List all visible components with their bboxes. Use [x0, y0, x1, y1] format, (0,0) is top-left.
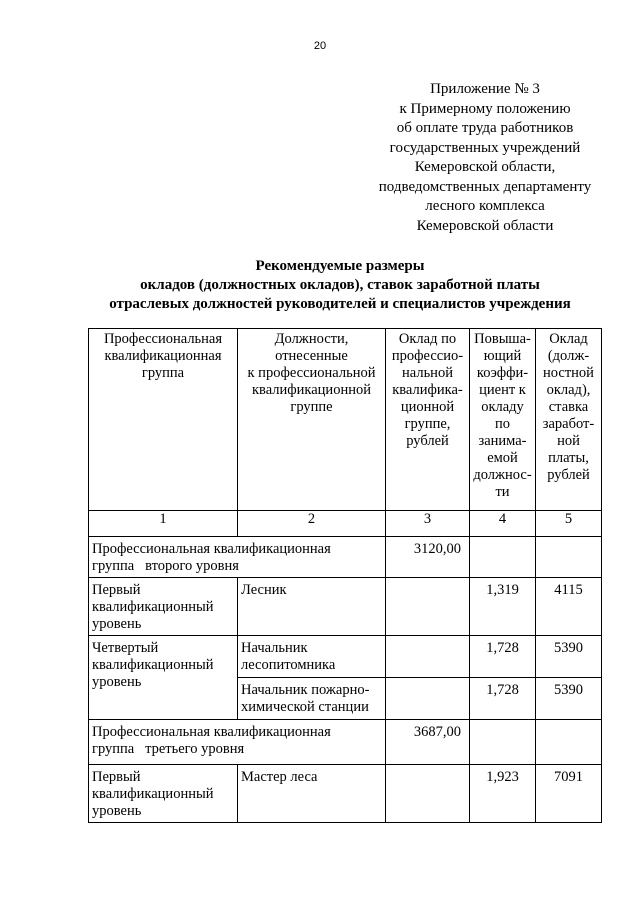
- position-name: Начальник лесопитомника: [238, 636, 386, 678]
- header-coefficient: Повыша- ющий коэффи- циент к окладу по занима- емой должнос- ти: [470, 329, 536, 511]
- total-salary-value: 5390: [536, 678, 602, 720]
- coefficient-value: 1,319: [470, 578, 536, 636]
- title-line: окладов (должностных окладов), ставок заработной платы: [140, 277, 540, 293]
- appendix-line: об оплате труда работников: [396, 120, 574, 136]
- qualification-level: Первый квалификационный уровень: [89, 765, 238, 823]
- group-name: Профессиональная квалификационная группа второго уровня: [89, 537, 386, 578]
- appendix-line: Приложение № 3: [430, 81, 540, 97]
- column-number: 4: [470, 511, 536, 537]
- total-salary-value: 5390: [536, 636, 602, 678]
- qualification-level: Первый квалификационный уровень: [89, 578, 238, 636]
- document-title: [60, 257, 620, 314]
- position-name: Мастер леса: [238, 765, 386, 823]
- appendix-heading: [360, 80, 610, 236]
- appendix-line: государственных учреждений: [389, 139, 581, 156]
- table-header-row: [89, 329, 602, 511]
- title-line: отраслевых должностей руководителей и специалистов учреждения: [109, 296, 571, 312]
- table-row: [89, 636, 602, 678]
- appendix-line: к Примерному положению: [399, 100, 571, 117]
- group-salary: 3687,00: [386, 720, 470, 765]
- empty-cell: [386, 636, 470, 678]
- salary-table: [88, 328, 602, 823]
- empty-cell: [386, 765, 470, 823]
- empty-cell: [536, 720, 602, 765]
- empty-cell: [470, 720, 536, 765]
- column-number-row: [89, 511, 602, 537]
- total-salary-value: 7091: [536, 765, 602, 823]
- coefficient-value: 1,923: [470, 765, 536, 823]
- group-row-third-level: [89, 720, 602, 765]
- appendix-line: Кемеровской области,: [414, 159, 556, 175]
- column-number: 2: [238, 511, 386, 537]
- group-salary: 3120,00: [386, 537, 470, 578]
- title-line: Рекомендуемые размеры: [255, 258, 425, 274]
- position-name: Начальник пожарно- химической станции: [238, 678, 386, 720]
- header-positions: Должности, отнесенные к профессиональной квалификационной группе: [238, 329, 386, 511]
- column-number: 5: [536, 511, 602, 537]
- group-row-second-level: [89, 537, 602, 578]
- table-row: [89, 765, 602, 823]
- appendix-line: лесного комплекса: [425, 198, 545, 214]
- table-row: [89, 578, 602, 636]
- appendix-line: подведомственных департаменту: [378, 178, 592, 195]
- empty-cell: [386, 578, 470, 636]
- qualification-level: Четвертый квалификационный уровень: [89, 636, 238, 720]
- column-number: 1: [89, 511, 238, 537]
- column-number: 3: [386, 511, 470, 537]
- empty-cell: [470, 537, 536, 578]
- header-base-salary: Оклад по профессио- нальной квалифика- ционной группе, рублей: [386, 329, 470, 511]
- header-qualification-group: Профессиональная квалификационная группа: [89, 329, 238, 511]
- empty-cell: [386, 678, 470, 720]
- total-salary-value: 4115: [536, 578, 602, 636]
- empty-cell: [536, 537, 602, 578]
- position-name: Лесник: [238, 578, 386, 636]
- appendix-line: Кемеровской области: [416, 217, 554, 234]
- coefficient-value: 1,728: [470, 678, 536, 720]
- page-number: 20: [313, 40, 327, 52]
- coefficient-value: 1,728: [470, 636, 536, 678]
- group-name: Профессиональная квалификационная группа третьего уровня: [89, 720, 386, 765]
- header-total-salary: Оклад (долж- ностной оклад), ставка заработ- ной платы, рублей: [536, 329, 602, 511]
